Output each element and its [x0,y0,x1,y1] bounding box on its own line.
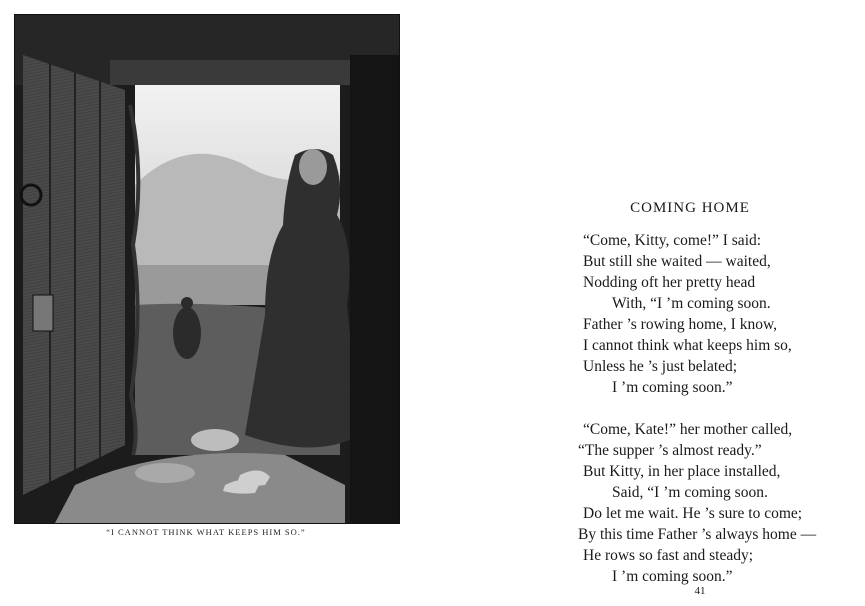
engraving-image [15,15,399,523]
poem-line: I ’m coming soon.” [612,568,733,585]
poem-line: “Come, Kate!” her mother called, [583,421,793,438]
poem-line: With, “I ’m coming soon. [612,295,771,312]
poem-line: By this time Father ’s always home — [578,526,817,543]
poem-line: He rows so fast and steady; [583,547,754,564]
poem-line: Do let me wait. He ’s sure to come; [583,505,803,522]
poem-title: COMING HOME [630,200,750,216]
poem-line: “Come, Kitty, come!” I said: [583,232,762,249]
poem-line: But Kitty, in her place installed, [583,463,781,480]
page-number: 41 [694,585,706,597]
poem-line: I cannot think what keeps him so, [583,337,792,354]
poem-line: “The supper ’s almost ready.” [578,442,762,459]
poem-line: Unless he ’s just belated; [583,358,738,375]
poem-line: Said, “I ’m coming soon. [612,484,768,501]
poem-line: But still she waited — waited, [583,253,771,270]
poem-line: Father ’s rowing home, I know, [583,316,778,333]
poem-line: I ’m coming soon.” [612,379,733,396]
illustration-caption: “I CANNOT THINK WHAT KEEPS HIM SO.” [106,527,306,537]
poem-line: Nodding oft her pretty head [583,274,756,291]
engraving-illustration [14,14,400,524]
